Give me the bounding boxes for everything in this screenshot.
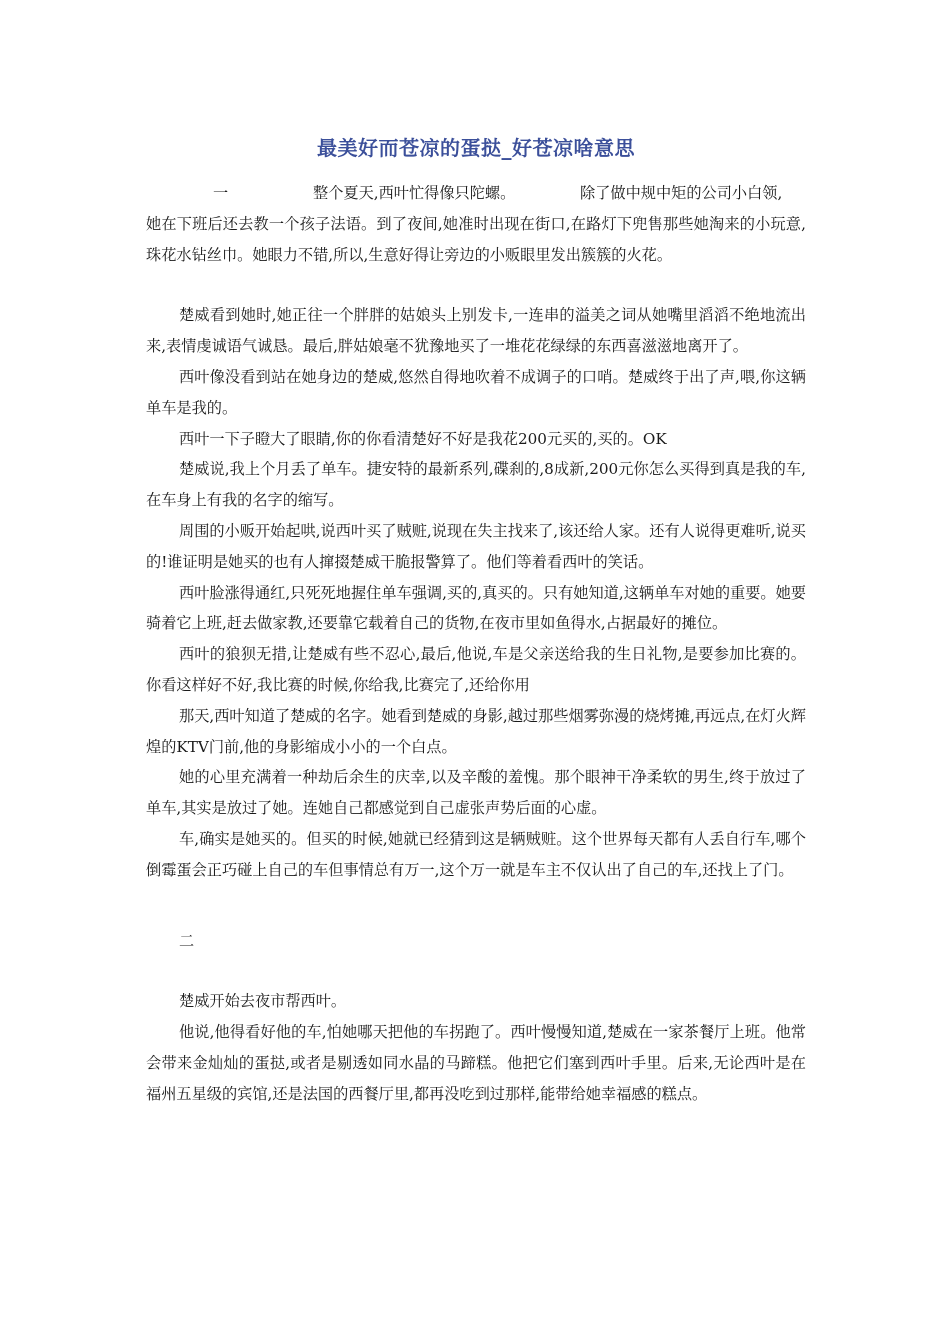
paragraph: 西叶的狼狈无措,让楚威有些不忍心,最后,他说,车是父亲送给我的生日礼物,是要参加比赛的。你看这样好不好,我比赛的时候,你给我,比赛完了,还给你用 — [146, 645, 806, 694]
intro-paragraph: 她在下班后还去教一个孩子法语。到了夜间,她准时出现在街口,在路灯下兜售那些她淘来的小玩意,珠花水钻丝巾。她眼力不错,所以,生意好得让旁边的小贩眼里发出簇簇的火花。 — [146, 214, 806, 264]
paragraph: 他说,他得看好他的车,怕她哪天把他的车拐跑了。西叶慢慢知道,楚威在一家茶餐厅上班。他常会带来金灿灿的蛋挞,或者是剔透如同水晶的马蹄糕。他把它们塞到西叶手里。后来,无论西叶是在福州五星级的宾馆,还是法国的西餐厅里,都再没吃到过那样,能带给她幸福感的糕点。 — [146, 1023, 806, 1103]
paragraph: 周围的小贩开始起哄,说西叶买了贼赃,说现在失主找来了,该还给人家。还有人说得更难听,说买的!谁证明是她买的也有人撺掇楚威干脆报警算了。他们等着看西叶的笑话。 — [146, 521, 806, 571]
document-title: 最美好而苍凉的蛋挞_好苍凉啥意思 — [317, 136, 635, 160]
paragraph: 那天,西叶知道了楚威的名字。她看到楚威的身影,越过那些烟雾弥漫的烧烤摊,再远点,在灯火辉煌的KTV门前,他的身影缩成小小的一个白点。 — [146, 706, 806, 756]
section-two-body — [146, 986, 806, 1109]
paragraph: 西叶一下子瞪大了眼睛,你的你看清楚好不好是我花200元买的,买的。OK — [179, 429, 667, 448]
spacer — [146, 956, 806, 986]
section-marker-one: 一 — [213, 184, 229, 202]
paragraph: 她的心里充满着一种劫后余生的庆幸,以及辛酸的羞愧。那个眼神干净柔软的男生,终于放过了单车,其实是放过了她。连她自己都感觉到自己虚张声势后面的心虚。 — [146, 768, 806, 818]
paragraph: 楚威看到她时,她正往一个胖胖的姑娘头上别发卡,一连串的溢美之词从她嘴里滔滔不绝地流出来,表情虔诚语气诚恳。最后,胖姑娘毫不犹豫地买了一堆花花绿绿的东西喜滋滋地离开了。 — [146, 306, 806, 356]
intro-sentence-2: 除了做中规中矩的公司小白领, — [580, 184, 783, 202]
intro-sentence-1: 整个夏天,西叶忙得像只陀螺。 — [313, 184, 516, 202]
paragraph: 楚威说,我上个月丢了单车。捷安特的最新系列,碟刹的,8成新,200元你怎么买得到真是我的车,在车身上有我的名字的缩写。 — [146, 460, 806, 510]
document-page — [146, 128, 806, 1110]
paragraph: 车,确实是她买的。但买的时候,她就已经猜到这是辆贼赃。这个世界每天都有人丢自行车,哪个倒霉蛋会正巧碰上自己的车但事情总有万一,这个万一就是车主不仅认出了自己的车,还找上了门。 — [146, 829, 806, 879]
spacer — [146, 270, 806, 300]
paragraph: 楚威开始去夜市帮西叶。 — [179, 992, 347, 1011]
section-marker-two: 二 — [179, 931, 195, 950]
section-one-body — [146, 300, 806, 885]
paragraph: 西叶脸涨得通红,只死死地握住单车强调,买的,真买的。只有她知道,这辆单车对她的重要。她要骑着它上班,赶去做家教,还要靠它载着自己的货物,在夜市里如鱼得水,占据最好的摊位。 — [146, 583, 806, 633]
spacer — [146, 886, 806, 926]
intro-first-line — [146, 178, 806, 209]
paragraph: 西叶像没看到站在她身边的楚威,悠然自得地吹着不成调子的口哨。楚威终于出了声,喂,你这辆单车是我的。 — [146, 367, 806, 417]
